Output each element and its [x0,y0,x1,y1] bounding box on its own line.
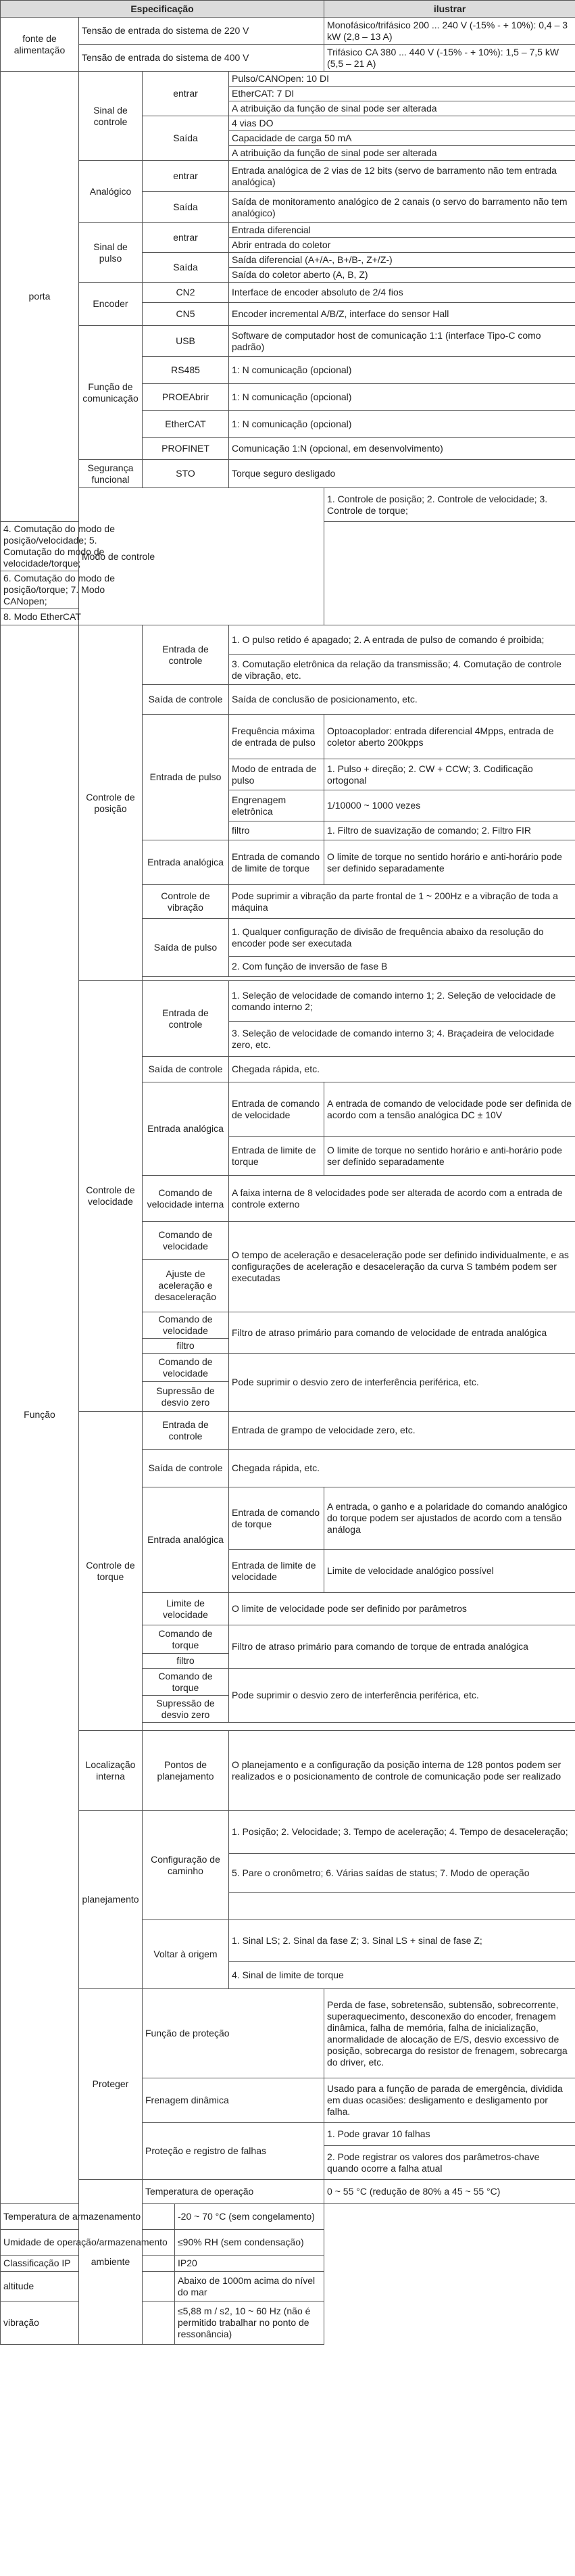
funcao-label: Função [1,625,79,2204]
analogico-saida: Saída [143,192,229,223]
torque-spacer [143,1723,575,1731]
localizacao-pontos-value: O planejamento e a configuração da posição interna de 128 pontos podem ser realizados e o posicionamento de controle de comunicação pode ser realizado [229,1731,575,1811]
posicao-engrenagem-value: 1/10000 ~ 1000 vezes [324,790,575,821]
planejamento-caminho-label: Configuração de caminho [143,1811,229,1920]
posicao-engrenagem-label: Engrenagem eletrônica [229,790,324,821]
sinal-pulso-saida-value: Saída do coletor aberto (A, B, Z) [229,268,575,283]
velocidade-limite-torque-label: Entrada de limite de torque [229,1137,324,1176]
torque-entrada-controle-value: Entrada de grampo de velocidade zero, etc. [229,1412,575,1450]
fonte-label: fonte de alimentação [1,18,79,72]
encoder-cn2: CN2 [143,283,229,303]
planejamento-caminho-value: 1. Posição; 2. Velocidade; 3. Tempo de aceleração; 4. Tempo de desaceleração; [229,1811,575,1854]
protecao-value: Perda de fase, sobretensão, subtensão, sobrecorrente, superaquecimento, desconexão do encoder, frenagem dinâmica, falha de memória, falha de inicialização, anormalidade de alocação de E/S, desvio excessivo de posição, sobrecarga do resistor de frenagem, sobrecarga do driver, etc. [324,1989,575,2078]
posicao-filtro-label: filtro [229,821,324,840]
velocidade-cmd-interna-label: Comando de velocidade interna [143,1176,229,1222]
comunicacao-name: PROFINET [143,438,229,460]
comunicacao-value: 1: N comunicação (opcional) [229,411,575,438]
localizacao-label: Localização interna [79,1731,143,1811]
torque-cmd-value: A entrada, o ganho e a polaridade do comando analógico do torque podem ser ajustados de acordo com a tensão análoga [324,1487,575,1550]
posicao-torque-limit-value: O limite de torque no sentido horário e anti-horário pode ser definido separadamente [324,840,575,885]
comunicacao-value: 1: N comunicação (opcional) [229,384,575,411]
posicao-modo-label: Modo de entrada de pulso [229,759,324,790]
velocidade-cmd-label: Entrada de comando de velocidade [229,1082,324,1137]
ambiente-value: 0 ~ 55 °C (redução de 80% a 45 ~ 55 °C) [324,2180,575,2204]
comunicacao-name: USB [143,326,229,357]
planejamento-origem-value: 1. Sinal LS; 2. Sinal da fase Z; 3. Sinal LS + sinal de fase Z; [229,1920,575,1962]
posicao-entrada-pulso: Entrada de pulso [143,715,229,840]
porta-label: porta [1,72,79,522]
posicao-filtro-value: 1. Filtro de suavização de comando; 2. Filtro FIR [324,821,575,840]
ambiente-name: altitude [1,2272,175,2301]
ambiente-value: ≤90% RH (sem condensação) [175,2230,324,2256]
posicao-saida-pulso-value: 2. Com função de inversão de fase B [229,957,575,977]
fonte-220-label: Tensão de entrada do sistema de 220 V [79,18,324,45]
ambiente-name: Classificação IP [1,2256,175,2272]
modo-value: 1. Controle de posição; 2. Controle de velocidade; 3. Controle de torque; [324,488,575,522]
seguranca-label: Segurança funcional [79,460,143,488]
fonte-220-value: Monofásico/trifásico 200 ... 240 V (-15% - + 10%): 0,4 – 3 kW (2,8 – 13 A) [324,18,575,45]
torque-zero-label-1: Comando de torque [143,1669,229,1696]
ambiente-value: -20 ~ 70 °C (sem congelamento) [175,2204,324,2230]
velocidade-zero-label-2: Supressão de desvio zero [143,1382,229,1412]
posicao-saida-pulso-value: 1. Qualquer configuração de divisão de frequência abaixo da resolução do encoder pode ser executada [229,919,575,957]
planejamento-origem-label: Voltar à origem [143,1920,229,1989]
velocidade-label: Controle de velocidade [79,981,143,1412]
ambiente-label: ambiente [79,2180,143,2345]
frenagem-label: Frenagem dinâmica [143,2078,324,2123]
fonte-400-label: Tensão de entrada do sistema de 400 V [79,45,324,72]
velocidade-filtro-label-1: Comando de velocidade [143,1312,229,1339]
comunicacao-name: EtherCAT [143,411,229,438]
registro-value: 2. Pode registrar os valores dos parâmetros-chave quando ocorre a falha atual [324,2146,575,2180]
header-desc: ilustrar [324,1,575,18]
posicao-modo-value: 1. Pulso + direção; 2. CW + CCW; 3. Codificação ortogonal [324,759,575,790]
fonte-400-value: Trifásico CA 380 ... 440 V (-15% - + 10%): 1,5 – 7,5 kW (5,5 – 21 A) [324,45,575,72]
torque-lim-vel-label: Entrada de limite de velocidade [229,1550,324,1593]
torque-zero-value: Pode suprimir o desvio zero de interferência periférica, etc. [229,1669,575,1723]
sinal-pulso-entrar-value: Abrir entrada do coletor [229,238,575,253]
header-row [1,1,575,18]
sinal-controle-saida-value: 4 vias DO [229,116,575,131]
posicao-entrada-controle: Entrada de controle [143,625,229,685]
localizacao-pontos-label: Pontos de planejamento [143,1731,229,1811]
posicao-vibracao-label: Controle de vibração [143,885,229,919]
registro-value: 1. Pode gravar 10 falhas [324,2123,575,2146]
posicao-freq-value: Optoacoplador: entrada diferencial 4Mpps, entrada de coletor aberto 200kpps [324,715,575,759]
velocidade-limite-torque-value: O limite de torque no sentido horário e anti-horário pode ser definido separadamente [324,1137,575,1176]
comunicacao-value: Comunicação 1:N (opcional, em desenvolvimento) [229,438,575,460]
comunicacao-name: RS485 [143,357,229,384]
encoder-label: Encoder [79,283,143,326]
sinal-controle-saida-value: A atribuição da função de sinal pode ser alterada [229,146,575,161]
encoder-cn5: CN5 [143,303,229,326]
torque-cmd-label: Entrada de comando de torque [229,1487,324,1550]
header-spec: Especificação [1,1,324,18]
ambiente-value: Abaixo de 1000m acima do nível do mar [175,2272,324,2301]
comunicacao-label: Função de comunicação [79,326,143,460]
sinal-pulso-entrar-value: Entrada diferencial [229,223,575,238]
ambiente-name: Temperatura de armazenamento [1,2204,175,2230]
sinal-controle-label: Sinal de controle [79,72,143,161]
modo-value: 4. Comutação do modo de posição/velocidade; 5. Comutação do modo de velocidade/torque; [1,522,143,571]
sinal-pulso-saida: Saída [143,253,229,283]
comunicacao-value: 1: N comunicação (opcional) [229,357,575,384]
modo-value: 6. Comutação do modo de posição/torque; 7. Modo CANopen; [1,571,143,609]
torque-filtro-label-2: filtro [143,1654,229,1669]
seguranca-sto: STO [143,460,229,488]
posicao-saida-pulso: Saída de pulso [143,919,229,977]
ambiente-value: IP20 [175,2256,324,2272]
analogico-label: Analógico [79,161,143,223]
velocidade-zero-value: Pode suprimir o desvio zero de interferência periférica, etc. [229,1354,575,1412]
torque-limite-velocidade-value: O limite de velocidade pode ser definido por parâmetros [229,1593,575,1625]
modo-value: 8. Modo EtherCAT [1,609,143,625]
velocidade-entrada-controle: Entrada de controle [143,981,229,1057]
ambiente-name: vibração [1,2301,175,2345]
planejamento-caminho-value: 5. Pare o cronômetro; 6. Várias saídas de status; 7. Modo de operação [229,1854,575,1893]
analogico-entrar-value: Entrada analógica de 2 vias de 12 bits (servo de barramento não tem entrada analógica) [229,161,575,192]
velocidade-entrada-controle-value: 3. Seleção de velocidade de comando interno 3; 4. Braçadeira de velocidade zero, etc. [229,1022,575,1057]
posicao-entrada-controle-value: 1. O pulso retido é apagado; 2. A entrada de pulso de comando é proibida; [229,625,575,655]
modo-label: Modo de controle [79,488,324,625]
planejamento-spacer [229,1893,575,1920]
velocidade-filtro-value: Filtro de atraso primário para comando de velocidade de entrada analógica [229,1312,575,1354]
torque-limite-velocidade-label: Limite de velocidade [143,1593,229,1625]
registro-label: Proteção e registro de falhas [143,2123,324,2180]
velocidade-cmd-interna-value: A faixa interna de 8 velocidades pode ser alterada de acordo com a entrada de controle externo [229,1176,575,1222]
planejamento-label: planejamento [79,1811,143,1989]
proteger-label: Proteger [79,1989,143,2180]
planejamento-origem-value: 4. Sinal de limite de torque [229,1962,575,1989]
torque-entrada-analogica: Entrada analógica [143,1487,229,1593]
velocidade-entrada-analogica: Entrada analógica [143,1082,229,1176]
velocidade-cmd-value: A entrada de comando de velocidade pode ser definida de acordo com a tensão analógica DC ± 10V [324,1082,575,1137]
velocidade-saida-controle: Saída de controle [143,1057,229,1082]
encoder-cn5-value: Encoder incremental A/B/Z, interface do sensor Hall [229,303,575,326]
velocidade-ajuste-label-1: Comando de velocidade [143,1222,229,1260]
torque-entrada-controle: Entrada de controle [143,1412,229,1450]
analogico-saida-value: Saída de monitoramento analógico de 2 canais (o servo do barramento não tem analógico) [229,192,575,223]
seguranca-value: Torque seguro desligado [229,460,575,488]
torque-saida-controle: Saída de controle [143,1450,229,1487]
velocidade-ajuste-label-2: Ajuste de aceleração e desaceleração [143,1260,229,1312]
velocidade-zero-label-1: Comando de velocidade [143,1354,229,1382]
torque-saida-controle-value: Chegada rápida, etc. [229,1450,575,1487]
velocidade-ajuste-value: O tempo de aceleração e desaceleração pode ser definido individualmente, e as configurações de aceleração e desaceleração da curva S também podem ser executadas [229,1222,575,1312]
sinal-pulso-label: Sinal de pulso [79,223,143,283]
torque-lim-vel-value: Limite de velocidade analógico possível [324,1550,575,1593]
sinal-pulso-entrar: entrar [143,223,229,253]
velocidade-saida-controle-value: Chegada rápida, etc. [229,1057,575,1082]
comunicacao-value: Software de computador host de comunicação 1:1 (interface Tipo-C como padrão) [229,326,575,357]
velocidade-filtro-label-2: filtro [143,1339,229,1354]
encoder-cn2-value: Interface de encoder absoluto de 2/4 fios [229,283,575,303]
sinal-controle-entrar-value: A atribuição da função de sinal pode ser alterada [229,101,575,116]
ambiente-name: Temperatura de operação [143,2180,324,2204]
ambiente-name: Umidade de operação/armazenamento [1,2230,175,2256]
posicao-saida-controle-value: Saída de conclusão de posicionamento, etc. [229,685,575,715]
posicao-label: Controle de posição [79,625,143,981]
protecao-label: Função de proteção [143,1989,324,2078]
comunicacao-name: PROEAbrir [143,384,229,411]
sinal-controle-saida-value: Capacidade de carga 50 mA [229,131,575,146]
sinal-controle-entrar-value: Pulso/CANOpen: 10 DI [229,72,575,87]
posicao-torque-limit-label: Entrada de comando de limite de torque [229,840,324,885]
torque-filtro-value: Filtro de atraso primário para comando de torque de entrada analógica [229,1625,575,1669]
frenagem-value: Usado para a função de parada de emergência, dividida em duas ocasiões: desligamento e desligamento por falha. [324,2078,575,2123]
sinal-controle-entrar-value: EtherCAT: 7 DI [229,87,575,101]
ambiente-value: ≤5,88 m / s2, 10 ~ 60 Hz (não é permitido trabalhar no ponto de ressonância) [175,2301,324,2345]
posicao-freq-label: Frequência máxima de entrada de pulso [229,715,324,759]
torque-label: Controle de torque [79,1412,143,1731]
posicao-saida-controle: Saída de controle [143,685,229,715]
sinal-controle-entrar: entrar [143,72,229,116]
posicao-entrada-controle-value: 3. Comutação eletrônica da relação da transmissão; 4. Comutação de controle de vibração, etc. [229,655,575,685]
posicao-vibracao-value: Pode suprimir a vibração da parte frontal de 1 ~ 200Hz e a vibração de toda a máquina [229,885,575,919]
analogico-entrar: entrar [143,161,229,192]
sinal-controle-saida: Saída [143,116,229,161]
velocidade-entrada-controle-value: 1. Seleção de velocidade de comando interno 1; 2. Seleção de velocidade de comando interno 2; [229,981,575,1022]
torque-filtro-label-1: Comando de torque [143,1625,229,1654]
posicao-entrada-analogica: Entrada analógica [143,840,229,885]
sinal-pulso-saida-value: Saída diferencial (A+/A-, B+/B-, Z+/Z-) [229,253,575,268]
torque-zero-label-2: Supressão de desvio zero [143,1696,229,1723]
